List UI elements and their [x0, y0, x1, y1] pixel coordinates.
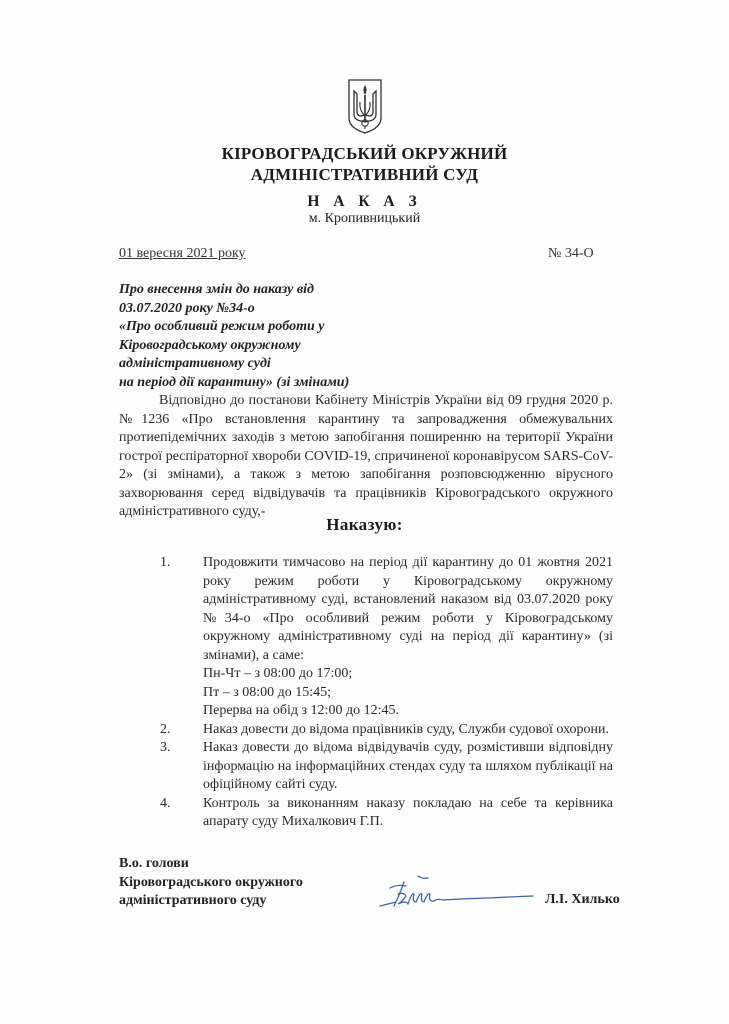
- handwritten-signature-icon: [378, 874, 538, 914]
- position-line: адміністративного суду: [119, 893, 267, 908]
- subject-line: на період дії карантину» (зі змінами): [119, 374, 350, 390]
- schedule-line: Пт – з 08:00 до 15:45;: [203, 684, 332, 700]
- item-number: 3.: [160, 740, 171, 755]
- order-item: [160, 554, 613, 721]
- order-item: [160, 721, 613, 740]
- item-number: 4.: [160, 795, 171, 811]
- coat-of-arms-trident-icon: [347, 78, 383, 135]
- subject-line: Про внесення змін до наказу від: [119, 282, 314, 297]
- order-number: № 34-О: [548, 246, 594, 261]
- subject-line: «Про особливий режим роботи у: [119, 319, 325, 334]
- order-item: [160, 739, 613, 795]
- subject-line: 03.07.2020 року №34-о: [119, 300, 255, 316]
- order-item: [160, 795, 613, 832]
- item-number: 1.: [160, 555, 171, 570]
- order-subject: [119, 281, 349, 392]
- preamble-paragraph: Відповідно до постанови Кабінету Міністрів України від 09 грудня 2020 р. №1236 «Про встановлення карантину та запровадження обмежувальних протиепідемічних заходів з метою запобігання поширенню на території України гострої респіраторної хвороби COVID-19, спричиненої коронавірусом SARS-CoV-2» (зі змінами), а також з метою запобігання розповсюдженню вірусного захворювання серед відвідувачів та працівників Кіровоградського окружного адміністративного суду,-: [119, 393, 613, 519]
- item-text: Наказ довести до відома відвідувачів суду, розмістивши відповідну інформацію на інформаційних стендах суду та шляхом публікації на офіційному сайті суду.: [203, 740, 613, 792]
- city: м. Кропивницький: [308, 211, 421, 226]
- signer-name: Л.І. Хилько: [545, 892, 620, 907]
- order-date: 01 вересня 2021 року: [119, 246, 246, 261]
- item-text: Продовжити тимчасово на період дії карантину до 01 жовтня 2021 року режим роботи у Кіровоградському окружному адміністративному суді, встановлений наказом від 03.07.2020 року №34-о «Про особливий режим роботи у Кіровоградському окружному адміністративному суді на період дії карантину» (зі змінами), а саме:: [203, 555, 613, 663]
- decree-heading: Наказую:: [326, 515, 403, 534]
- order-items-list: [160, 554, 613, 832]
- subject-line: Кіровоградському окружному: [119, 337, 301, 353]
- item-text: Наказ довести до відома працівників суду, Служби судової охорони.: [203, 721, 610, 737]
- court-name-line-2: АДМІНІСТРАТИВНИЙ СУД: [250, 165, 479, 184]
- position-line: В.о. голови: [119, 856, 189, 871]
- subject-line: адміністративному суді: [119, 356, 271, 371]
- position-line: Кіровоградського окружного: [119, 874, 303, 890]
- schedule-line: Перерва на обід з 12:00 до 12:45.: [203, 703, 399, 718]
- court-name-line-1: КІРОВОГРАДСЬКИЙ ОКРУЖНИЙ: [221, 144, 508, 163]
- court-name: [0, 143, 729, 185]
- item-number: 2.: [160, 721, 171, 737]
- item-text: Контроль за виконанням наказу покладаю на себе та керівника апарату суду Михалкович Г.П.: [203, 795, 613, 829]
- signatory-position: [119, 855, 303, 911]
- document-type-title: Н А К А З: [307, 193, 422, 210]
- schedule-line: Пн-Чт – з 08:00 до 17:00;: [203, 666, 353, 681]
